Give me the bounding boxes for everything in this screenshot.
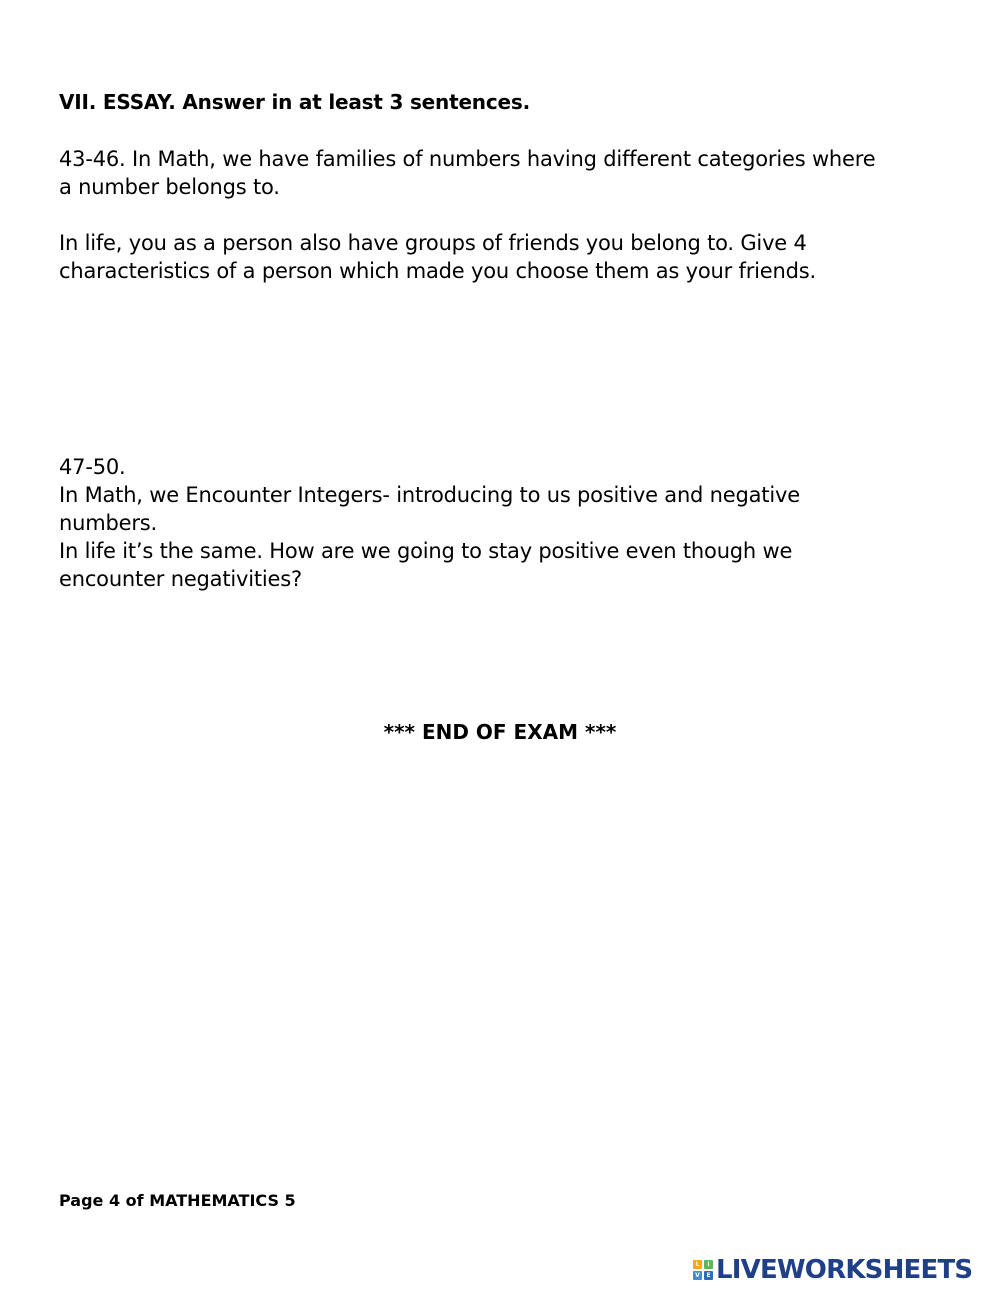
- question-text-line: In life, you as a person also have groups of friends you belong to. Give 4: [59, 231, 807, 255]
- question-text-line: a number belongs to.: [59, 175, 280, 199]
- question-text-line: In life it’s the same. How are we going to stay positive even though we: [59, 539, 793, 563]
- logo-cube: V: [693, 1271, 702, 1280]
- question-text-line: encounter negativities?: [59, 567, 302, 591]
- section-title: VII. ESSAY. Answer in at least 3 sentences.: [59, 90, 530, 114]
- liveworksheets-cubes-icon: [693, 1260, 713, 1280]
- logo-cube: E: [704, 1271, 713, 1280]
- question-text-line: characteristics of a person which made you choose them as your friends.: [59, 259, 816, 283]
- question-text-line: In Math, we Encounter Integers- introducing to us positive and negative: [59, 483, 800, 507]
- logo-cube: L: [693, 1260, 702, 1269]
- question-number: 47-50.: [59, 455, 126, 479]
- question-text-line: numbers.: [59, 511, 157, 535]
- liveworksheets-logo: [693, 1254, 972, 1286]
- page-footer: Page 4 of MATHEMATICS 5: [59, 1191, 296, 1210]
- brand-name: LIVEWORKSHEETS: [716, 1255, 973, 1285]
- question-text-line: 43-46. In Math, we have families of numbers having different categories where: [59, 147, 876, 171]
- end-of-exam-label: *** END OF EXAM ***: [383, 720, 617, 744]
- logo-cube: I: [704, 1260, 713, 1269]
